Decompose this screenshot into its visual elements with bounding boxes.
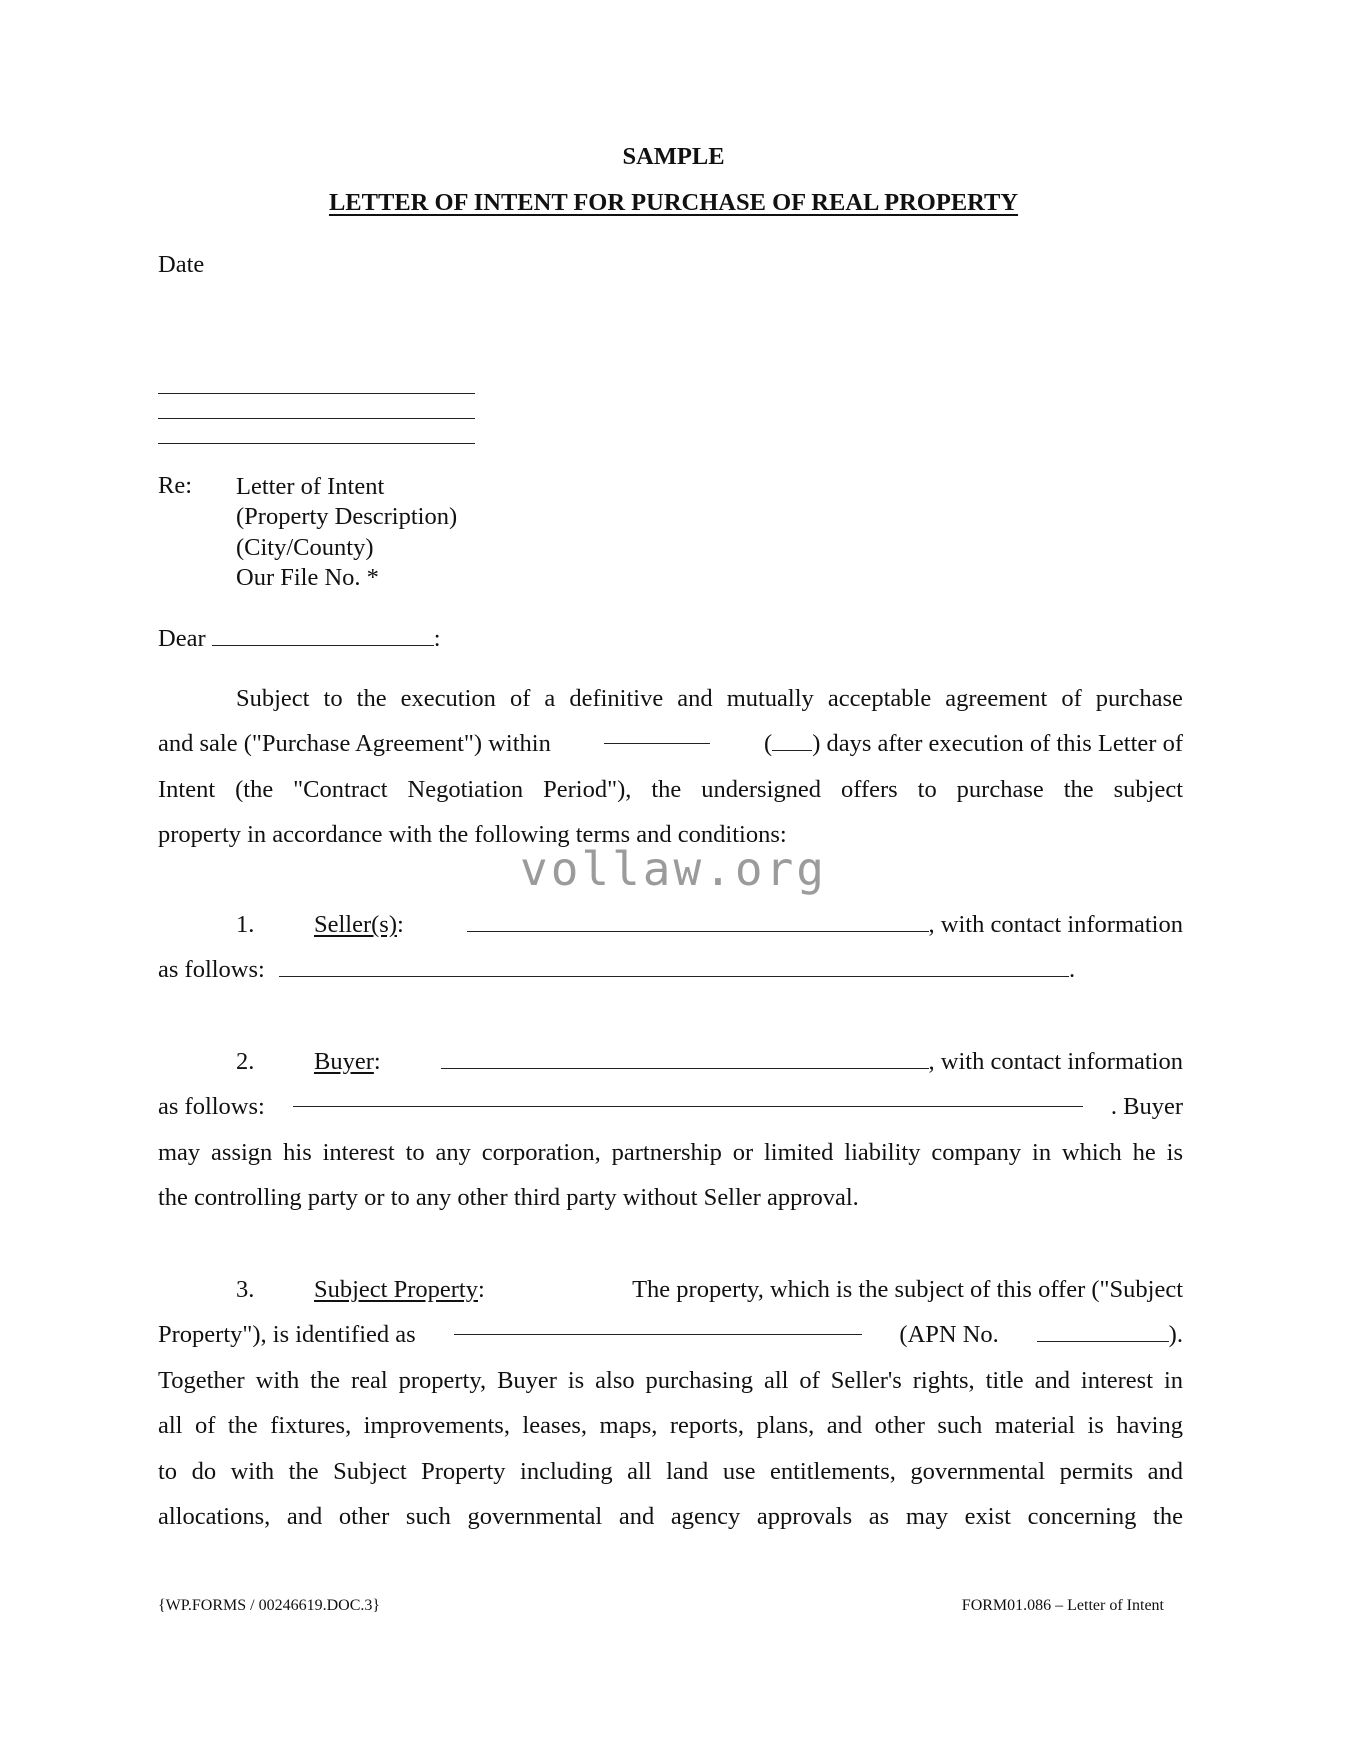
item-number: 2. (236, 1048, 255, 1075)
property-identification-blank[interactable] (454, 1312, 862, 1335)
text-segment: (APN No. (899, 1321, 999, 1349)
seller-contact-blank[interactable] (279, 954, 1069, 977)
re-label: Re: (158, 472, 193, 499)
item-2-line-2 (158, 1084, 1183, 1129)
watermark-text: vollaw.org (520, 842, 827, 896)
paren-open: ( (764, 730, 773, 758)
buyer-contact-blank[interactable] (293, 1084, 1083, 1107)
intro-paragraph (158, 676, 1183, 858)
text-segment: . (1068, 956, 1076, 984)
salutation-suffix: : (433, 625, 441, 652)
text-segment: and sale ("Purchase Agreement") within (158, 730, 551, 758)
word: acceptable (827, 685, 932, 712)
text-segment: ). (1168, 1321, 1183, 1349)
word: execution (400, 685, 496, 712)
item-1-heading-group (236, 902, 404, 947)
item-2-buyer (158, 1039, 1183, 1221)
word: purchase (1095, 685, 1183, 712)
item-colon: : (478, 1276, 485, 1303)
text-segment: as follows: (158, 1093, 265, 1121)
item-3-line-3: Together with the real property, Buyer is also purchasing all of Seller's rights, title and interest in (158, 1366, 1183, 1394)
text-segment: ) days after execution of this Letter of (812, 730, 1183, 758)
item-number: 1. (236, 911, 255, 938)
date-label: Date (158, 251, 205, 278)
item-1-line-2 (158, 947, 1183, 992)
item-3-line-4: all of the fixtures, improvements, leases, maps, reports, plans, and other such material is having (158, 1412, 1183, 1440)
text-segment: as follows: (158, 956, 265, 984)
re-line: (City/County) (236, 533, 374, 561)
text-segment: . Buyer (1110, 1093, 1183, 1121)
item-1-line-1 (158, 902, 1183, 947)
text-segment: The property, which is the subject of this offer ("Subject (632, 1276, 1183, 1303)
text-segment: , with contact information (928, 911, 1183, 938)
word: the (356, 685, 387, 712)
re-block (236, 472, 457, 593)
word: Subject (236, 685, 310, 712)
item-3-line-5: to do with the Subject Property including all land use entitlements, governmental permits and (158, 1457, 1183, 1485)
seller-group (467, 902, 1183, 947)
word: of (1061, 685, 1082, 712)
item-heading: Buyer (314, 1048, 374, 1075)
intro-line-4: property in accordance with the following terms and conditions: (158, 821, 787, 849)
footer-form-id: FORM01.086 – Letter of Intent (961, 1597, 1164, 1614)
word: of (509, 685, 531, 712)
salutation-prefix: Dear (158, 625, 206, 652)
word: a (544, 685, 556, 712)
item-2-heading-group (236, 1039, 381, 1084)
item-3-heading-group (236, 1267, 485, 1312)
word: to (323, 685, 343, 712)
item-2-line-3: may assign his interest to any corporation, partnership or limited liability company in which he is (158, 1138, 1183, 1166)
intro-line-3: Intent (the "Contract Negotiation Period"), the undersigned offers to purchase the subject (158, 775, 1183, 803)
word: agreement (945, 685, 1048, 712)
re-line: (Property Description) (236, 503, 458, 531)
seller-name-blank[interactable] (467, 909, 929, 932)
item-colon: : (397, 911, 404, 938)
word: definitive (569, 685, 664, 712)
address-line-1[interactable] (158, 393, 475, 394)
item-3-line-2 (158, 1312, 1183, 1357)
item-heading: Seller(s) (314, 911, 397, 938)
word: and (677, 685, 713, 712)
item-2-line-4: the controlling party or to any other third party without Seller approval. (158, 1184, 859, 1212)
salutation (158, 623, 441, 653)
item-heading: Subject Property (314, 1276, 478, 1303)
item-1-seller (158, 902, 1183, 993)
days-number-blank[interactable] (772, 728, 812, 751)
item-number: 3. (236, 1276, 255, 1303)
item-colon: : (373, 1048, 381, 1075)
buyer-group (441, 1039, 1183, 1084)
document-title: SAMPLE (622, 143, 725, 170)
re-line: Letter of Intent (236, 473, 385, 500)
buyer-name-blank[interactable] (441, 1046, 929, 1069)
intro-line-1 (158, 676, 1183, 721)
footer-document-id: {WP.FORMS / 00246619.DOC.3} (158, 1597, 381, 1614)
item-3-line-6: allocations, and other such governmental and agency approvals as may exist concerning the (158, 1503, 1183, 1531)
apn-number-blank[interactable] (1037, 1319, 1169, 1342)
item-3-subject-property (158, 1267, 1183, 1539)
days-written-blank[interactable] (604, 721, 710, 744)
item-2-line-1 (158, 1039, 1183, 1084)
document-subtitle-text: LETTER OF INTENT FOR PURCHASE OF REAL PROPERTY (328, 189, 1019, 216)
text-segment: Property"), is identified as (158, 1321, 416, 1349)
item-3-line-1 (158, 1267, 1183, 1312)
recipient-name-blank[interactable] (212, 623, 434, 646)
intro-line-2 (158, 721, 1183, 766)
re-line: Our File No. * (236, 563, 379, 591)
apn-group (1037, 1312, 1183, 1357)
days-number-group (764, 721, 1183, 766)
address-line-3[interactable] (158, 443, 475, 444)
word: mutually (726, 685, 814, 712)
document-subtitle (0, 189, 1347, 217)
address-line-2[interactable] (158, 418, 475, 419)
text-segment: , with contact information (928, 1048, 1183, 1075)
